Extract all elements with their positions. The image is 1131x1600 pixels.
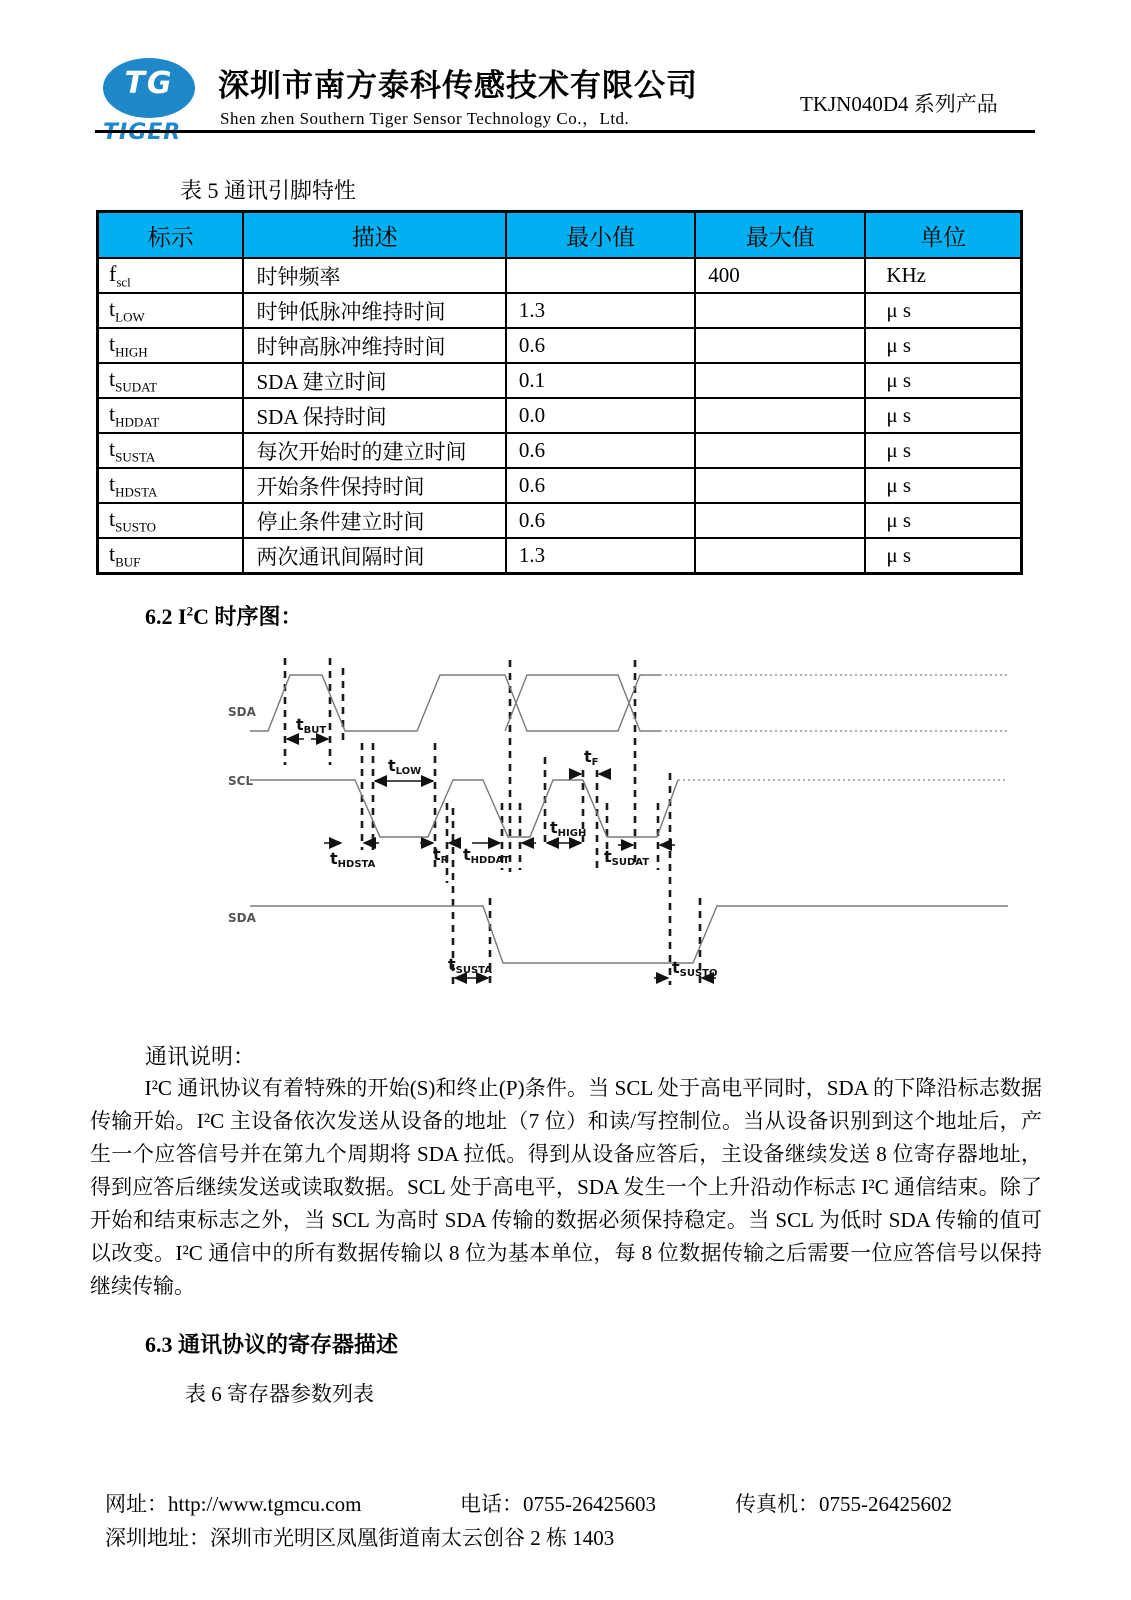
max-value-cell (695, 433, 865, 468)
timing-label-tr: tR (433, 845, 449, 866)
description-cell: 开始条件保持时间 (243, 468, 505, 503)
symbol-cell: $t_{HDDAT}$ (98, 398, 244, 433)
signal-label-scl: SCL (228, 774, 254, 788)
logo-ellipse-icon (103, 58, 195, 118)
table5-body (98, 258, 1022, 574)
signal-label-sda-top: SDA (228, 705, 256, 719)
timing-label-tsusta: tSUSTA (448, 955, 492, 976)
table5-head (98, 212, 1022, 259)
signal-traces (250, 675, 1008, 963)
table5-row (98, 468, 1022, 503)
table5-column-header: 最大值 (695, 212, 865, 259)
unit-cell: μ s (865, 433, 1021, 468)
section-6-3-title: 6.3 通讯协议的寄存器描述 (145, 1332, 399, 1357)
product-series-label: TKJN040D4 系列产品 (800, 92, 998, 116)
min-value-cell: 0.6 (506, 468, 695, 503)
table5-row (98, 433, 1022, 468)
timing-label-tsudat: tSUDAT (604, 847, 650, 868)
footer-fax: 传真机：0755-26425602 (735, 1492, 952, 1516)
max-value-cell: 400 (695, 258, 865, 293)
max-value-cell (695, 398, 865, 433)
max-value-cell (695, 503, 865, 538)
table5-row (98, 398, 1022, 433)
timing-label-thddat: tHDDAT (463, 845, 510, 866)
timing-label-tsusto: tSUSTO (672, 958, 718, 979)
description-cell: 时钟低脉冲维持时间 (243, 293, 505, 328)
timing-label-tf: tF (584, 747, 599, 768)
symbol-cell: $t_{SUSTO}$ (98, 503, 244, 538)
symbol-cell: $f_{scl}$ (98, 258, 244, 293)
logo-tg-text: TG (124, 66, 174, 101)
section-6-2-title: 6.2 $I^2C$ 时序图： (145, 603, 303, 629)
table5-row (98, 538, 1022, 574)
unit-cell: KHz (865, 258, 1021, 293)
timing-label-tbuf: tBUT (296, 715, 327, 736)
company-name-en: Shen zhen Southern Tiger Sensor Technology Co.，Ltd. (220, 109, 630, 128)
timing-label-thigh: tHIGH (550, 818, 587, 839)
min-value-cell: 0.6 (506, 503, 695, 538)
table5 (96, 210, 1023, 575)
measurement-labels (296, 715, 718, 979)
table5-column-header: 单位 (865, 212, 1021, 259)
unit-cell: μ s (865, 538, 1021, 574)
description-cell: 时钟频率 (243, 258, 505, 293)
min-value-cell: 0.6 (506, 328, 695, 363)
symbol-cell: $t_{SUDAT}$ (98, 363, 244, 398)
footer-telephone: 电话：0755-26425603 (460, 1492, 656, 1516)
table5-row (98, 258, 1022, 293)
min-value-cell: 1.3 (506, 293, 695, 328)
unit-cell: μ s (865, 328, 1021, 363)
table5-row (98, 363, 1022, 398)
table5-column-header: 描述 (243, 212, 505, 259)
table6-caption: 表 6 寄存器参数列表 (185, 1382, 374, 1406)
description-cell: SDA 保持时间 (243, 398, 505, 433)
comm-description-paragraph: I²C 通讯协议有着特殊的开始(S)和终止(P)条件。当 SCL 处于高电平同时，SDA 的下降沿标志数据传输开始。I²C 主设备依次发送从设备的地址（7 位）和读/写控制位。当从设备识别到这个地址后，产生一个应答信号并在第九个周期将 SDA 拉低。得到从设备应答后，主设备继续发送 8 位寄存器地址，得到应答后继续发送或读取数据。SCL 处于高电平，SDA 发生一个上升沿动作标志 I²C 通信结束。除了开始和结束标志之外，当 SCL 为高时 SDA 传输的数据必须保持稳定。当 SCL 为低时 SDA 传输的值可以改变。I²C 通信中的所有数据传输以 8 位为基本单位，每 8 位数据传输之后需要一位应答信号以保持继续传输。 (90, 1076, 1042, 1298)
unit-cell: μ s (865, 468, 1021, 503)
unit-cell: μ s (865, 503, 1021, 538)
symbol-cell: $t_{LOW}$ (98, 293, 244, 328)
description-cell: 两次通讯间隔时间 (243, 538, 505, 574)
company-logo (103, 58, 203, 136)
table5-column-header: 标示 (98, 212, 244, 259)
min-value-cell: 0.1 (506, 363, 695, 398)
i2c-timing-diagram (220, 640, 1010, 1000)
min-value-cell: 0.0 (506, 398, 695, 433)
unit-cell: μ s (865, 398, 1021, 433)
description-cell: SDA 建立时间 (243, 363, 505, 398)
symbol-cell: $t_{HDSTA}$ (98, 468, 244, 503)
symbol-cell: $t_{BUF}$ (98, 538, 244, 574)
max-value-cell (695, 293, 865, 328)
table5-column-header: 最小值 (506, 212, 695, 259)
header-divider (95, 130, 1035, 133)
table5-caption: 表 5 通讯引脚特性 (180, 178, 357, 203)
min-value-cell (506, 258, 695, 293)
reference-lines (285, 658, 700, 985)
max-value-cell (695, 538, 865, 574)
table5-row (98, 328, 1022, 363)
timing-label-thdsta: tHDSTA (330, 849, 376, 870)
timing-label-tlow: tLOW (388, 756, 422, 777)
symbol-cell: $t_{HIGH}$ (98, 328, 244, 363)
table5-row (98, 503, 1022, 538)
min-value-cell: 1.3 (506, 538, 695, 574)
max-value-cell (695, 363, 865, 398)
footer-website: 网址：http://www.tgmcu.com (105, 1492, 362, 1516)
max-value-cell (695, 328, 865, 363)
footer-address: 深圳地址：深圳市光明区凤凰街道南太云创谷 2 栋 1403 (105, 1526, 615, 1550)
min-value-cell: 0.6 (506, 433, 695, 468)
description-cell: 时钟高脉冲维持时间 (243, 328, 505, 363)
unit-cell: μ s (865, 293, 1021, 328)
comm-description-heading: 通讯说明： (145, 1044, 256, 1069)
signal-label-sda-bot: SDA (228, 911, 256, 925)
description-cell: 停止条件建立时间 (243, 503, 505, 538)
symbol-cell: $t_{SUSTA}$ (98, 433, 244, 468)
company-name-cn: 深圳市南方泰科传感技术有限公司 (218, 68, 698, 104)
unit-cell: μ s (865, 363, 1021, 398)
table5-row (98, 293, 1022, 328)
max-value-cell (695, 468, 865, 503)
description-cell: 每次开始时的建立时间 (243, 433, 505, 468)
